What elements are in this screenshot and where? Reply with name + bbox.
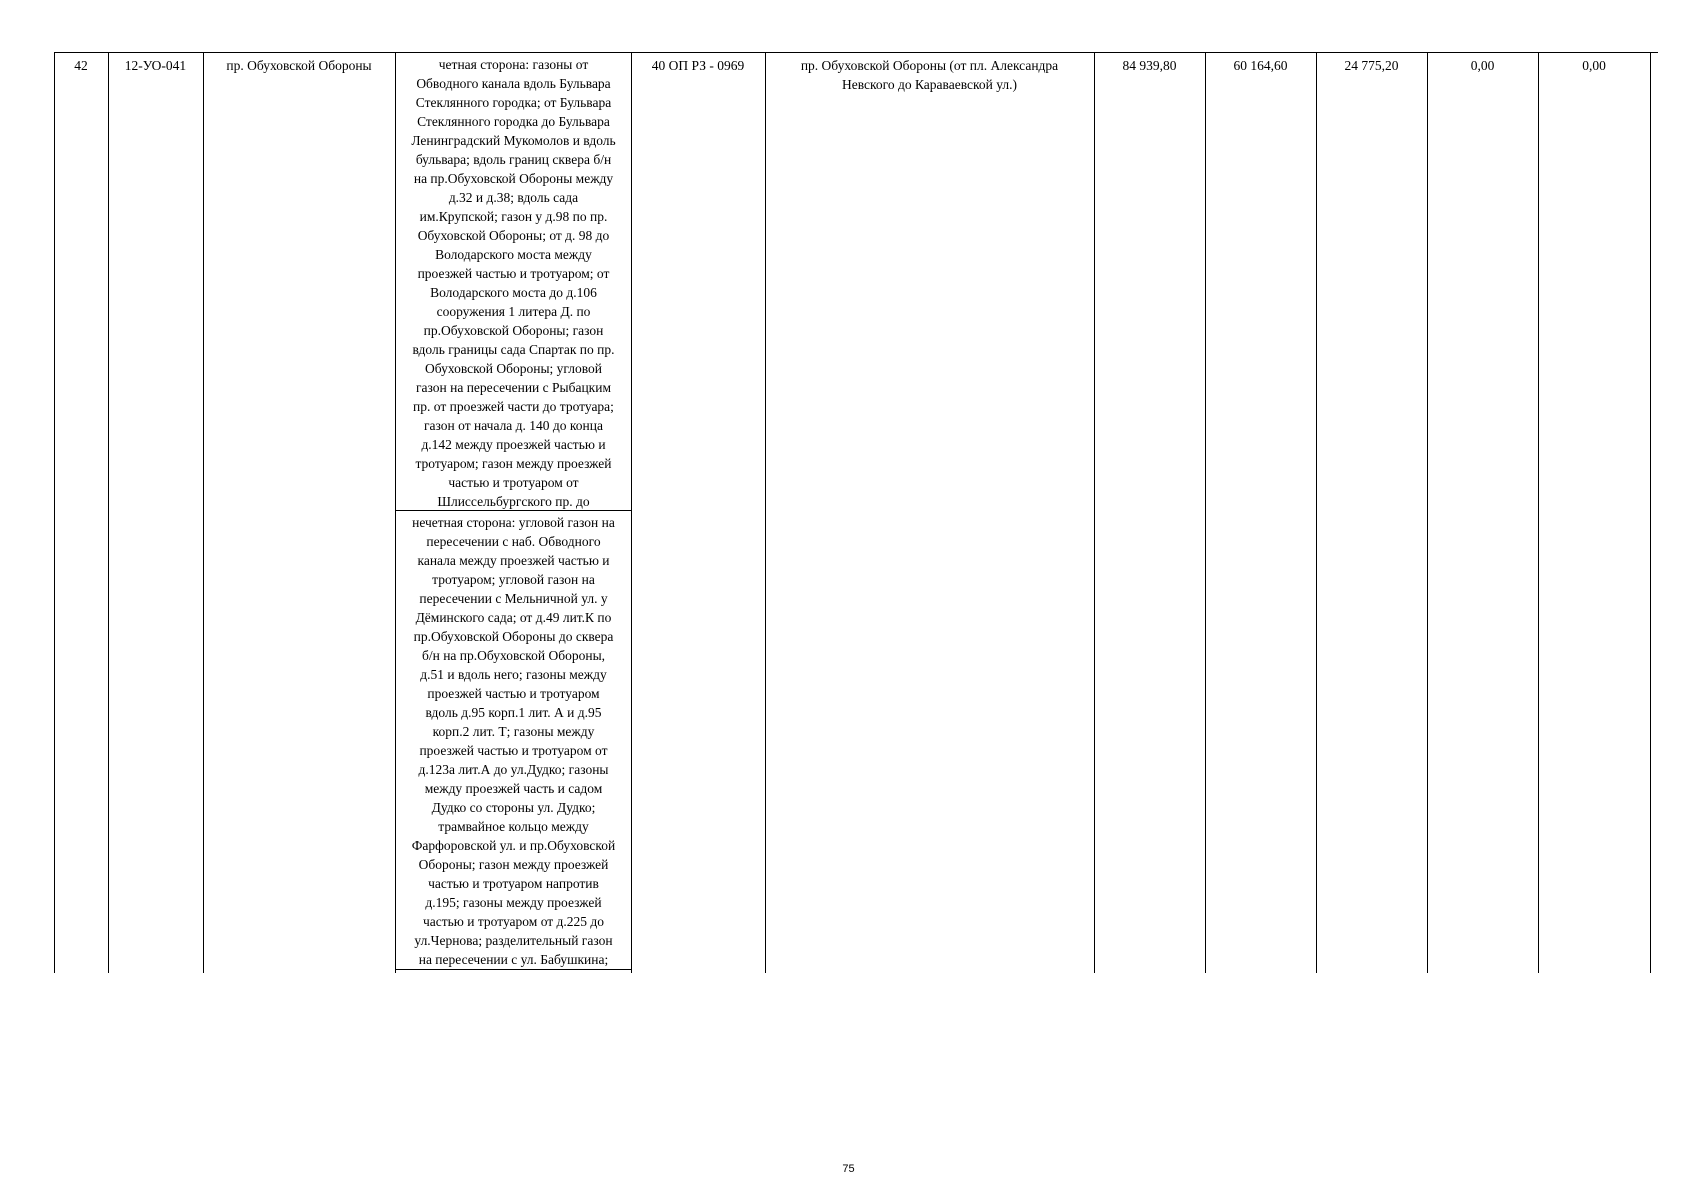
column-divider [1094,52,1095,973]
even-side-description [395,55,632,511]
column-divider [54,52,55,973]
column-divider [108,52,109,973]
description-line: Ленинградский Мукомолов и вдоль [411,133,616,148]
description-line: Стеклянного городка до Бульвара [417,114,610,129]
description-line: газон на пересечении с Рыбацким [415,380,612,395]
description-line: Володарского моста до д.106 [430,285,597,300]
value-2: 60 164,60 [1233,58,1288,73]
description-line: Обуховской Обороны; от д. 98 до [417,228,610,243]
object-name: пр. Обуховской Обороны [226,58,372,73]
description-line: проезжей частью и тротуаром; от [417,266,610,281]
description-line: пр.Обуховской Обороны до сквера [413,629,614,644]
description-line: пересечении с Мельничной ул. у [419,591,608,606]
description-line: газон от начала д. 140 до конца [424,418,603,433]
description-line: четная сторона: газоны от [438,57,589,72]
description-line: пр.Обуховской Обороны; газон [423,323,604,338]
description-line: нечетная сторона: угловой газон на [412,515,615,530]
column-divider [765,52,766,973]
object-code: 12-УО-041 [124,58,187,73]
description-line: на пересечении с ул. Бабушкина; [418,952,609,967]
description-line: на пр.Обуховской Обороны между [413,171,614,186]
description-line: трамвайное кольцо между [438,819,589,834]
description-line: б/н на пр.Обуховской Обороны, [421,648,606,663]
description-line: вдоль д.95 корп.1 лит. А и д.95 [425,705,602,720]
table-top-border [54,52,1658,53]
description-line: Стеклянного городка; от Бульвара [415,95,612,110]
description-line: Володарского моста между [435,247,592,262]
value-5: 0,00 [1582,58,1606,73]
value-4: 0,00 [1470,58,1495,73]
column-divider [1650,52,1651,973]
description-line: частью и тротуаром от [448,475,579,490]
description-line: бульвара; вдоль границ сквера б/н [415,152,612,167]
description-line: Шлиссельбургского пр. до [437,494,590,509]
description-line: Фарфоровской ул. и пр.Обуховской [411,838,616,853]
value-total: 84 939,80 [1122,58,1177,73]
description-line: между проезжей часть и садом [424,781,603,796]
description-line: тротуаром; газон между проезжей [415,456,612,471]
description-line: частью и тротуаром от д.225 до [422,914,605,929]
column-divider [203,52,204,973]
description-line: Обводного канала вдоль Бульвара [416,76,611,91]
description-line: вдоль границы сада Спартак по пр. [412,342,615,357]
description-line: проезжей частью и тротуаром от [419,743,608,758]
description-line: д.142 между проезжей частью и [421,437,606,452]
description-line: ул.Чернова; разделительный газон [414,933,613,948]
description-line: д.123а лит.А до ул.Дудко; газоны [418,762,609,777]
description-line: Обуховской Обороны; угловой [425,361,602,376]
description-line: Дудко со стороны ул. Дудко; [431,800,596,815]
description-line: проезжей частью и тротуаром [427,686,600,701]
odd-side-description [395,513,632,969]
column-divider [1427,52,1428,973]
description-line: пр. от проезжей части до тротуара; [413,399,614,414]
description-line: д.32 и д.38; вдоль сада [448,190,579,205]
column-divider [1316,52,1317,973]
description-line: д.51 и вдоль него; газоны между [420,667,607,682]
description-line: частью и тротуаром напротив [428,876,599,891]
column-divider [1538,52,1539,973]
description-line: пересечении с наб. Обводного [426,534,601,549]
value-3: 24 775,20 [1344,58,1399,73]
description-line: Обороны; газон между проезжей [418,857,609,872]
road-name: пр. Обуховской Обороны (от пл. Александра Невского до Караваевской ул.) [800,58,1059,92]
description-line: им.Крупской; газон у д.98 по пр. [419,209,608,224]
column-divider [1205,52,1206,973]
description-line: Дёминского сада; от д.49 лит.К по [415,610,612,625]
description-line: сооружения 1 литера Д. по [436,304,591,319]
description-line: корп.2 лит. Т; газоны между [432,724,595,739]
description-line: тротуаром; угловой газон на [432,572,595,587]
description-line: д.195; газоны между проезжей [425,895,602,910]
road-id: 40 ОП РЗ - 0969 [651,58,745,73]
description-line: канала между проезжей частью и [417,553,610,568]
row-number: 42 [74,58,88,73]
page-number: 75 [842,1163,855,1175]
